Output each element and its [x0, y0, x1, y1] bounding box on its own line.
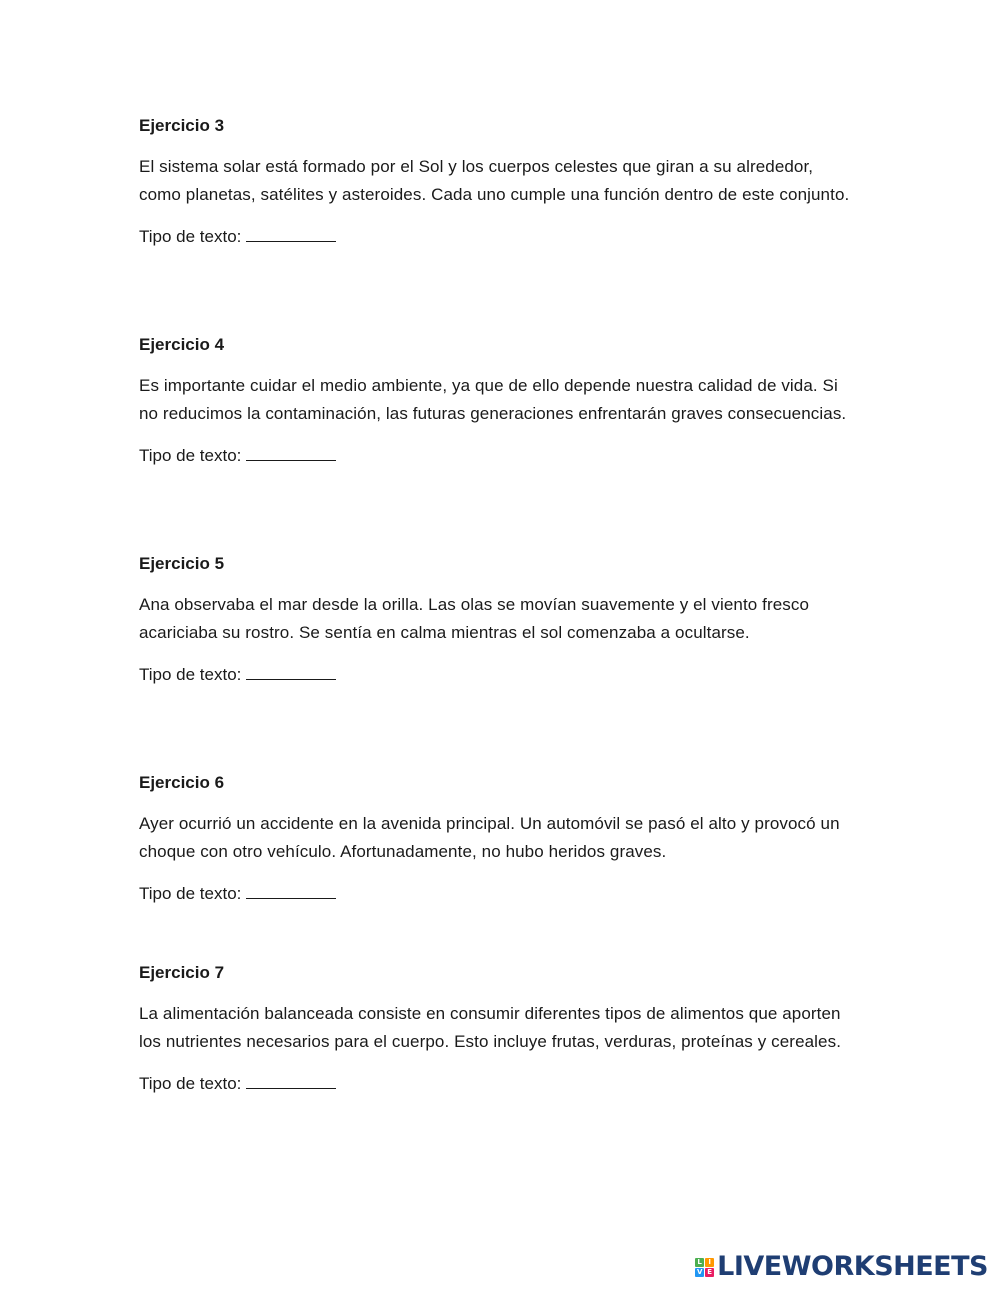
- answer-line: [139, 441, 859, 470]
- answer-line: [139, 660, 859, 689]
- exercise-text: Ana observaba el mar desde la orilla. Las olas se movían suavemente y el viento fresco acariciaba su rostro. Se sentía en calma mientras el sol comenzaba a ocultarse.: [139, 595, 810, 642]
- exercise-title: Ejercicio 7: [139, 963, 225, 982]
- logo-tile-l: L: [695, 1258, 704, 1267]
- answer-blank-input[interactable]: [246, 441, 336, 461]
- answer-blank-input[interactable]: [246, 1069, 336, 1089]
- exercise-text: El sistema solar está formado por el Sol y los cuerpos celestes que giran a su alrededor, como planetas, satélites y asteroides. Cada uno cumple una función dentro de este conjunto.: [139, 157, 850, 204]
- answer-line: [139, 1069, 859, 1098]
- answer-label: Tipo de texto:: [139, 884, 242, 903]
- answer-label: Tipo de texto:: [139, 1074, 242, 1093]
- answer-blank-input[interactable]: [246, 222, 336, 242]
- exercise-6: [139, 769, 859, 959]
- logo-tile-e: E: [705, 1268, 714, 1277]
- exercise-text: Es importante cuidar el medio ambiente, ya que de ello depende nuestra calidad de vida. Si no reducimos la contaminación, las futuras generaciones enfrentarán graves consecuencias.: [139, 376, 847, 423]
- liveworksheets-logo: [695, 1252, 988, 1282]
- logo-tile-v: V: [696, 1267, 703, 1276]
- exercise-5: [139, 550, 859, 769]
- logo-tile-i: I: [705, 1258, 714, 1267]
- answer-line: [139, 879, 859, 908]
- exercise-title: Ejercicio 5: [139, 554, 225, 573]
- exercise-3: [139, 112, 859, 331]
- liveworksheets-logo-icon: [695, 1258, 714, 1277]
- answer-label: Tipo de texto:: [139, 665, 242, 684]
- answer-line: [139, 222, 859, 251]
- exercise-4: [139, 331, 859, 550]
- answer-blank-input[interactable]: [246, 660, 336, 680]
- exercise-title: Ejercicio 4: [139, 335, 225, 354]
- answer-label: Tipo de texto:: [139, 446, 242, 465]
- exercise-7: [139, 959, 859, 1178]
- worksheet-page: [139, 112, 859, 1178]
- exercise-text: La alimentación balanceada consiste en consumir diferentes tipos de alimentos que aporten los nutrientes necesarios para el cuerpo. Esto incluye frutas, verduras, proteínas y cereales.: [139, 1004, 842, 1051]
- exercise-title: Ejercicio 6: [139, 773, 225, 792]
- answer-label: Tipo de texto:: [139, 227, 242, 246]
- exercise-text: Ayer ocurrió un accidente en la avenida principal. Un automóvil se pasó el alto y provocó un choque con otro vehículo. Afortunadamente, no hubo heridos graves.: [139, 814, 840, 861]
- logo-text: LIVEWORKSHEETS: [717, 1251, 988, 1282]
- answer-blank-input[interactable]: [246, 879, 336, 899]
- exercise-title: Ejercicio 3: [139, 116, 225, 135]
